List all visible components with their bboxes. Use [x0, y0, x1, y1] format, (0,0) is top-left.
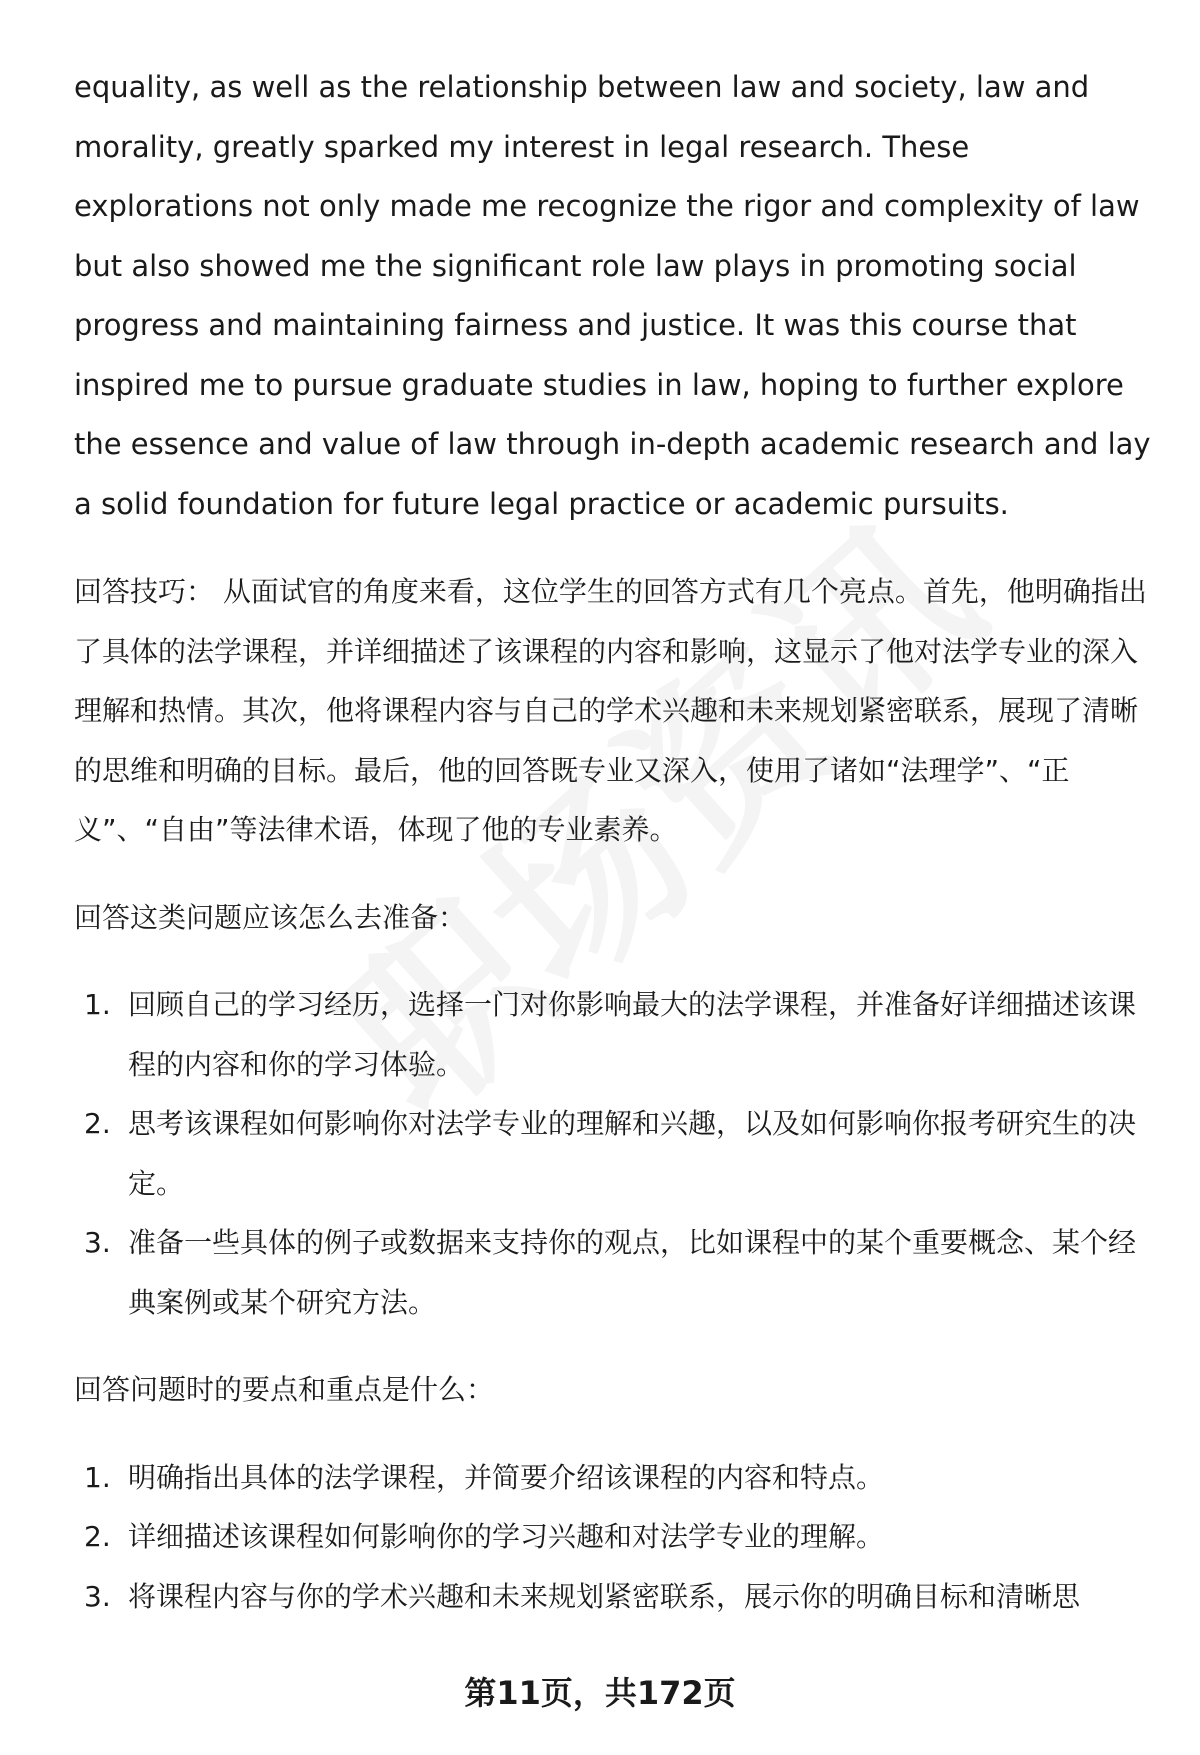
list-number: 2. [84, 1107, 111, 1140]
keypoints-heading: 回答问题时的要点和重点是什么： [74, 1373, 495, 1406]
tips-paragraph: 回答技巧： 从面试官的角度来看，这位学生的回答方式有几个亮点。首先，他明确指出了具体的法学课程，并详细描述了该课程的内容和影响，这显示了他对法学专业的深入理解和热情。其次，他将课程内容与自己的学术兴趣和未来规划紧密联系，展现了清晰的思维和明确的目标。最后，他的回答既专业又深入，使用了诸如“法理学”、“正义”、“自由”等法律术语，体现了他的专业素养。 [74, 575, 1147, 846]
list-item-text: 回顾自己的学习经历，选择一门对你影响最大的法学课程，并准备好详细描述该课程的内容和你的学习体验。 [128, 988, 1137, 1081]
list-item [74, 1094, 1154, 1213]
english-paragraph: equality, as well as the relationship between law and society, law and morality, greatly sparked my interest in legal research. These explorations not only made me recognize the rigor and complexity of law but also showed me the significant role law plays in promoting social progress and maintaining fairness and justice. It was this course that inspired me to pursue graduate studies in law, hoping to further explore the essence and value of law through in-depth academic research and lay a solid foundation for future legal practice or academic pursuits. [74, 70, 1151, 521]
list-item-text: 详细描述该课程如何影响你的学习兴趣和对法学专业的理解。 [128, 1520, 885, 1553]
list-number: 1. [84, 1460, 111, 1494]
list-number: 2. [84, 1520, 111, 1553]
prep-list [74, 975, 1154, 1332]
list-item [74, 1448, 1154, 1508]
list-number: 3. [84, 1579, 111, 1613]
list-item [74, 1567, 1154, 1627]
list-item [74, 1507, 1154, 1567]
keypoints-list [74, 1448, 1154, 1627]
prep-heading: 回答这类问题应该怎么去准备： [74, 900, 467, 934]
list-item-text: 准备一些具体的例子或数据来支持你的观点，比如课程中的某个重要概念、某个经典案例或某个研究方法。 [128, 1226, 1137, 1319]
list-item [74, 1213, 1154, 1332]
list-number: 3. [84, 1226, 111, 1259]
page-number-footer: 第11页，共172页 [464, 1674, 736, 1712]
list-item [74, 975, 1154, 1094]
list-item-text: 思考该课程如何影响你对法学专业的理解和兴趣，以及如何影响你报考研究生的决定。 [128, 1107, 1137, 1200]
list-item-text: 明确指出具体的法学课程，并简要介绍该课程的内容和特点。 [128, 1460, 885, 1494]
list-number: 1. [84, 988, 111, 1021]
list-item-text: 将课程内容与你的学术兴趣和未来规划紧密联系，展示你的明确目标和清晰思 [128, 1579, 1081, 1613]
page-content [74, 58, 1154, 1626]
